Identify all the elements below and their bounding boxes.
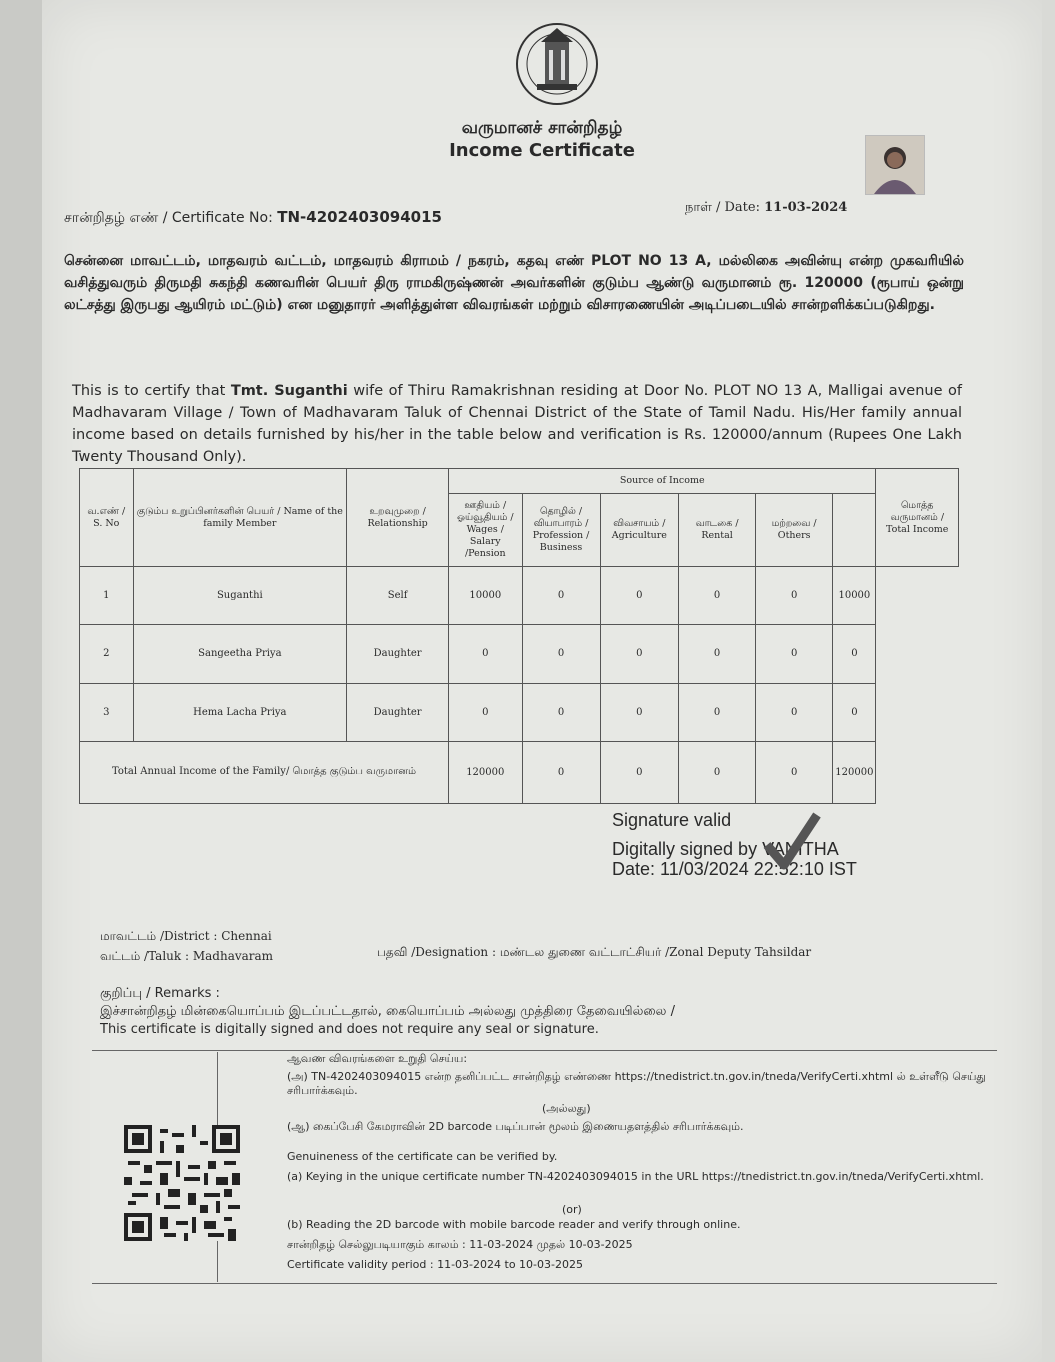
cell-sno: 2 <box>80 625 134 683</box>
english-paragraph-pre: This is to certify that <box>72 383 231 399</box>
applicant-photo <box>865 135 925 195</box>
district: மாவட்டம் /District : Chennai <box>100 929 272 943</box>
total-row <box>80 741 959 803</box>
total-others: 0 <box>756 741 833 803</box>
cell-agri: 0 <box>600 683 678 741</box>
title-tamil: வருமானச் சான்றிதழ் <box>461 118 623 138</box>
tamil-paragraph: சென்னை மாவட்டம், மாதவரம் வட்டம், மாதவரம் கிராமம் / நகரம், கதவு எண் PLOT NO 13 A, மல்லிகை அவின்யு என்ற முகவரியில் வசித்துவரும் திருமதி சுகந்தி கணவரின் பெயர் திரு ராமகிருஷ்ணன் அவர்களின் குடும்ப ஆண்டு வருமானம் ரூ. 120000 (ரூபாய் ஒன்று லட்சத்து இருபது ஆயிரம் மட்டும்) என மனுதாரர் அளித்துள்ள விவரங்கள் மற்றும் விசாரணையின் அடிப்படையில் சான்றளிக்கப்படுகிறது. <box>64 253 964 313</box>
cell-rental: 0 <box>679 625 756 683</box>
digital-signature <box>612 810 912 879</box>
validity-english: Certificate validity period : 11-03-2024 to 10-03-2025 <box>287 1258 583 1271</box>
cell-wages: 0 <box>449 625 522 683</box>
cell-business: 0 <box>522 625 600 683</box>
verify-english-b: (b) Reading the 2D barcode with mobile barcode reader and verify through online. <box>287 1218 741 1231</box>
cell-sno: 3 <box>80 683 134 741</box>
total-wages: 120000 <box>449 741 522 803</box>
checkmark-icon <box>762 810 822 870</box>
date-label: நாள் / Date: <box>685 200 760 215</box>
cell-others: 0 <box>756 683 833 741</box>
remarks-english: This certificate is digitally signed and does not require any seal or signature. <box>100 1022 599 1037</box>
cell-name: Hema Lacha Priya <box>133 683 347 741</box>
cell-rental: 0 <box>679 567 756 625</box>
applicant-name: Tmt. Suganthi <box>230 383 348 399</box>
cell-wages: 0 <box>449 683 522 741</box>
table-row <box>80 567 959 625</box>
verify-english-or: (or) <box>562 1203 582 1216</box>
cell-agri: 0 <box>600 625 678 683</box>
table-row <box>80 683 959 741</box>
header-others: மற்றவை / Others <box>756 494 833 567</box>
district-taluk <box>100 926 273 966</box>
cell-name: Sangeetha Priya <box>133 625 347 683</box>
cell-others: 0 <box>756 625 833 683</box>
verify-tamil-heading: ஆவண விவரங்களை உறுதி செய்ய: <box>287 1052 468 1065</box>
verify-english-heading: Genuineness of the certificate can be verified by. <box>287 1150 558 1163</box>
header-relation: உறவுமுறை / Relationship <box>347 469 449 567</box>
cell-wages: 10000 <box>449 567 522 625</box>
cell-agri: 0 <box>600 567 678 625</box>
verify-english-a: (a) Keying in the unique certificate number TN-4202403094015 in the URL https://tnedistrict.tn.gov.in/tneda/VerifyCerti.xhtml. <box>287 1170 984 1183</box>
signature-date: Date: 11/03/2024 22:52:10 IST <box>612 859 857 879</box>
cell-total: 0 <box>833 683 876 741</box>
table-row <box>80 625 959 683</box>
total-agri: 0 <box>600 741 678 803</box>
certificate-number <box>64 208 442 228</box>
tamil-nadu-emblem-icon <box>497 22 617 108</box>
taluk: வட்டம் /Taluk : Madhavaram <box>100 949 274 963</box>
total-label: Total Annual Income of the Family/ மொத்த குடும்ப வருமானம் <box>80 741 449 803</box>
cell-relation: Self <box>347 567 449 625</box>
cell-rental: 0 <box>679 683 756 741</box>
verify-tamil-b: (ஆ) கைப்பேசி கேமராவின் 2D barcode படிப்பான் மூலம் இணையதளத்தில் சரிபார்க்கவும். <box>287 1120 744 1133</box>
income-table <box>79 468 959 804</box>
cell-name: Suganthi <box>133 567 347 625</box>
english-paragraph-post: wife of Thiru Ramakrishnan residing at Door No. PLOT NO 13 A, Malligai avenue of Madhavaram Village / Town of Madhavaram Taluk of Chennai District of the State of Tamil Nadu. His/Her family annual income based on details furnished by his/her in the table below and verification is Rs. 120000/annum (Rupees One Lakh Twenty Thousand Only). <box>72 383 962 465</box>
header-total: மொத்த வருமானம் / Total Income <box>876 469 959 567</box>
total-business: 0 <box>522 741 600 803</box>
remarks-label: குறிப்பு / Remarks : <box>100 986 220 1001</box>
cell-total: 0 <box>833 625 876 683</box>
certificate-number-value: TN-4202403094015 <box>277 208 442 226</box>
cell-business: 0 <box>522 683 600 741</box>
signature-valid: Signature valid <box>612 810 732 830</box>
cell-business: 0 <box>522 567 600 625</box>
english-paragraph <box>72 380 962 468</box>
verify-tamil-a: (அ) TN-4202403094015 என்ற தனிப்பட்ட சான்றிதழ் எண்ணை https://tnedistrict.tn.gov.in/tneda/VerifyCerti.xhtml ல் உள்ளீடு செய்து சரிபார்க்கவும். <box>287 1070 986 1097</box>
issue-date <box>685 200 847 216</box>
validity-tamil: சான்றிதழ் செல்லுபடியாகும் காலம் : 11-03-2024 முதல் 10-03-2025 <box>287 1238 633 1251</box>
certificate-page <box>42 0 1042 1362</box>
page-edge <box>0 0 42 1362</box>
signed-by: Digitally signed by VANITHA <box>612 839 839 859</box>
remarks <box>100 985 675 1039</box>
qr-code-icon[interactable] <box>124 1125 240 1241</box>
title-english: Income Certificate <box>449 140 635 161</box>
header-source: Source of Income <box>449 469 876 494</box>
cell-relation: Daughter <box>347 683 449 741</box>
header-wages: ஊதியம் / ஓய்வூதியம் / Wages / Salary /Pension <box>449 494 522 567</box>
remarks-tamil: இச்சான்றிதழ் மின்கையொப்பம் இடப்பட்டதால், கையொப்பம் அல்லது முத்திரை தேவையில்லை / <box>100 1004 675 1019</box>
cell-others: 0 <box>756 567 833 625</box>
cell-total: 10000 <box>833 567 876 625</box>
total-rental: 0 <box>679 741 756 803</box>
certificate-number-label: சான்றிதழ் எண் / Certificate No: <box>64 210 273 226</box>
cell-relation: Daughter <box>347 625 449 683</box>
header-rental: வாடகை / Rental <box>679 494 756 567</box>
header-name: குடும்ப உறுப்பினர்களின் பெயர் / Name of the family Member <box>133 469 347 567</box>
header-agri: விவசாயம் / Agriculture <box>600 494 678 567</box>
verify-tamil-or: (அல்லது) <box>542 1102 591 1115</box>
cell-sno: 1 <box>80 567 134 625</box>
header-sno: வ.எண் / S. No <box>80 469 134 567</box>
designation: பதவி /Designation : மண்டல துணை வட்டாட்சியர் /Zonal Deputy Tahsildar <box>377 945 812 959</box>
total-income: 120000 <box>833 741 876 803</box>
header-business: தொழில் / வியாபாரம் / Profession / Business <box>522 494 600 567</box>
date-value: 11-03-2024 <box>764 200 848 215</box>
